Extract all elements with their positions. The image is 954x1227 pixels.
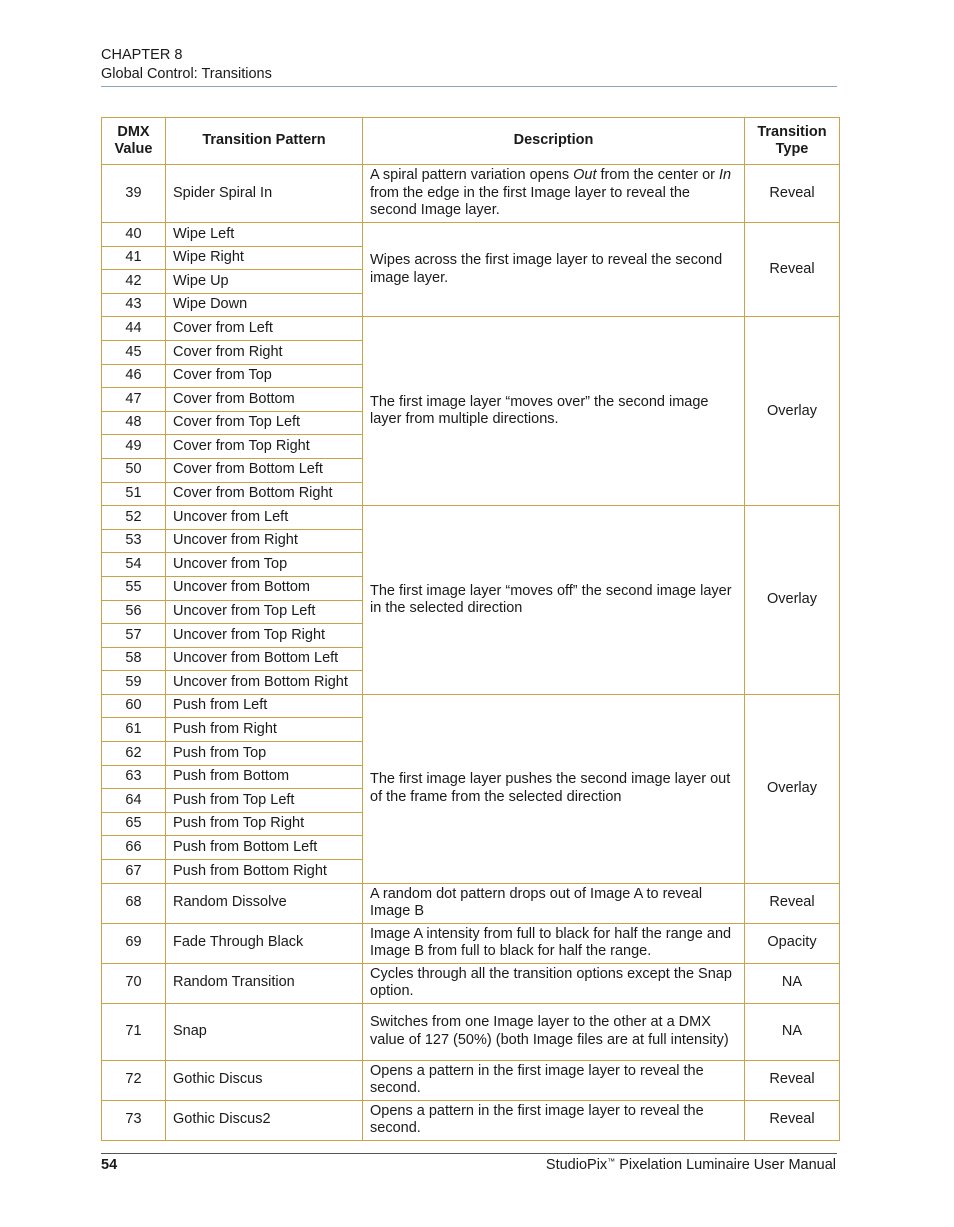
dmx-value-cell: 63 xyxy=(102,765,166,789)
dmx-value-cell: 70 xyxy=(102,963,166,1003)
transition-pattern-cell: Wipe Up xyxy=(166,270,363,294)
dmx-value-cell: 40 xyxy=(102,223,166,247)
dmx-value-cell: 52 xyxy=(102,506,166,530)
transition-pattern-cell: Cover from Bottom Right xyxy=(166,482,363,506)
dmx-value-cell: 67 xyxy=(102,860,166,884)
transition-type-cell: Reveal xyxy=(745,223,840,317)
transition-type-cell: NA xyxy=(745,963,840,1003)
dmx-value-cell: 69 xyxy=(102,923,166,963)
column-header-transition-pattern: Transition Pattern xyxy=(166,118,363,165)
page-number: 54 xyxy=(101,1157,118,1173)
dmx-value-cell: 60 xyxy=(102,694,166,718)
description-cell: A spiral pattern variation opens Out from the center or In from the edge in the first Image layer to reveal the second Image layer. xyxy=(363,165,745,223)
dmx-value-cell: 65 xyxy=(102,812,166,836)
dmx-value-cell: 51 xyxy=(102,482,166,506)
dmx-value-cell: 41 xyxy=(102,246,166,270)
transition-pattern-cell: Cover from Top Left xyxy=(166,411,363,435)
transition-pattern-cell: Push from Bottom Right xyxy=(166,860,363,884)
transition-pattern-cell: Uncover from Left xyxy=(166,506,363,530)
transition-pattern-cell: Push from Bottom xyxy=(166,765,363,789)
transition-type-cell: Overlay xyxy=(745,317,840,506)
transition-pattern-cell: Uncover from Top Right xyxy=(166,624,363,648)
manual-name: StudioPix xyxy=(545,1157,608,1173)
dmx-value-cell: 71 xyxy=(102,1003,166,1060)
transition-pattern-cell: Uncover from Top Left xyxy=(166,600,363,624)
transition-type-cell: Reveal xyxy=(745,883,840,923)
transition-pattern-cell: Push from Bottom Left xyxy=(166,836,363,860)
description-cell: Cycles through all the transition options except the Snap option. xyxy=(363,963,745,1003)
transition-pattern-cell: Wipe Down xyxy=(166,293,363,317)
table-row xyxy=(102,923,840,963)
dmx-value-cell: 50 xyxy=(102,458,166,482)
transition-pattern-cell: Uncover from Bottom Left xyxy=(166,647,363,671)
running-header xyxy=(101,46,272,84)
dmx-value-cell: 57 xyxy=(102,624,166,648)
transition-pattern-cell: Wipe Right xyxy=(166,246,363,270)
table-body xyxy=(102,165,840,1141)
transition-pattern-cell: Fade Through Black xyxy=(166,923,363,963)
description-cell: A random dot pattern drops out of Image A to reveal Image B xyxy=(363,883,745,923)
transitions-table xyxy=(101,117,840,1141)
column-header-dmx-value: DMX Value xyxy=(102,118,166,165)
transition-pattern-cell: Random Transition xyxy=(166,963,363,1003)
transition-pattern-cell: Cover from Bottom xyxy=(166,388,363,412)
column-header-description: Description xyxy=(363,118,745,165)
table-row xyxy=(102,317,840,341)
transition-type-cell: Reveal xyxy=(745,1060,840,1100)
transition-pattern-cell: Push from Top xyxy=(166,742,363,766)
dmx-value-cell: 56 xyxy=(102,600,166,624)
table-row xyxy=(102,694,840,718)
table-row xyxy=(102,883,840,923)
transition-pattern-cell: Uncover from Top xyxy=(166,553,363,577)
chapter-label: CHAPTER 8 xyxy=(101,47,183,63)
description-cell: Opens a pattern in the first image layer to reveal the second. xyxy=(363,1100,745,1140)
section-title: Global Control: Transitions xyxy=(101,66,272,82)
dmx-value-cell: 45 xyxy=(102,340,166,364)
dmx-value-cell: 44 xyxy=(102,317,166,341)
table-row xyxy=(102,223,840,247)
transition-pattern-cell: Uncover from Bottom Right xyxy=(166,671,363,695)
table-row xyxy=(102,1003,840,1060)
table-row xyxy=(102,1060,840,1100)
dmx-value-cell: 48 xyxy=(102,411,166,435)
table-header-row xyxy=(102,118,840,165)
dmx-value-cell: 47 xyxy=(102,388,166,412)
trademark-symbol: ™ xyxy=(607,1157,616,1166)
transition-pattern-cell: Snap xyxy=(166,1003,363,1060)
description-cell: Switches from one Image layer to the other at a DMX value of 127 (50%) (both Image files are at full intensity) xyxy=(363,1003,745,1060)
dmx-value-cell: 54 xyxy=(102,553,166,577)
transition-pattern-cell: Wipe Left xyxy=(166,223,363,247)
dmx-value-cell: 66 xyxy=(102,836,166,860)
footer-divider xyxy=(101,1153,837,1154)
description-cell: The first image layer pushes the second image layer out of the frame from the selected direction xyxy=(363,694,745,883)
manual-title xyxy=(546,1157,836,1173)
dmx-value-cell: 59 xyxy=(102,671,166,695)
description-cell: Opens a pattern in the first image layer to reveal the second. xyxy=(363,1060,745,1100)
transition-pattern-cell: Gothic Discus xyxy=(166,1060,363,1100)
table-row xyxy=(102,1100,840,1140)
transition-pattern-cell: Cover from Top Right xyxy=(166,435,363,459)
transition-pattern-cell: Uncover from Bottom xyxy=(166,576,363,600)
description-cell: Image A intensity from full to black for half the range and Image B from full to black for half the range. xyxy=(363,923,745,963)
transition-type-cell: Overlay xyxy=(745,506,840,695)
table-row xyxy=(102,963,840,1003)
transition-type-cell: NA xyxy=(745,1003,840,1060)
dmx-value-cell: 68 xyxy=(102,883,166,923)
dmx-value-cell: 64 xyxy=(102,789,166,813)
transition-type-cell: Overlay xyxy=(745,694,840,883)
transition-pattern-cell: Uncover from Right xyxy=(166,529,363,553)
transition-pattern-cell: Cover from Left xyxy=(166,317,363,341)
transition-type-cell: Reveal xyxy=(745,1100,840,1140)
dmx-value-cell: 39 xyxy=(102,165,166,223)
transition-pattern-cell: Push from Top Right xyxy=(166,812,363,836)
header-divider xyxy=(101,86,837,87)
transition-pattern-cell: Cover from Top xyxy=(166,364,363,388)
dmx-value-cell: 62 xyxy=(102,742,166,766)
table-row xyxy=(102,165,840,223)
column-header-transition-type: Transition Type xyxy=(745,118,840,165)
dmx-value-cell: 58 xyxy=(102,647,166,671)
dmx-value-cell: 61 xyxy=(102,718,166,742)
transition-pattern-cell: Gothic Discus2 xyxy=(166,1100,363,1140)
transition-pattern-cell: Cover from Bottom Left xyxy=(166,458,363,482)
manual-subtitle: Pixelation Luminaire User Manual xyxy=(615,1157,836,1173)
dmx-value-cell: 55 xyxy=(102,576,166,600)
table-row xyxy=(102,506,840,530)
dmx-value-cell: 49 xyxy=(102,435,166,459)
dmx-value-cell: 43 xyxy=(102,293,166,317)
transition-type-cell: Reveal xyxy=(745,165,840,223)
transition-pattern-cell: Push from Right xyxy=(166,718,363,742)
transition-pattern-cell: Cover from Right xyxy=(166,340,363,364)
transition-pattern-cell: Spider Spiral In xyxy=(166,165,363,223)
transition-pattern-cell: Random Dissolve xyxy=(166,883,363,923)
dmx-value-cell: 53 xyxy=(102,529,166,553)
dmx-value-cell: 46 xyxy=(102,364,166,388)
transition-pattern-cell: Push from Left xyxy=(166,694,363,718)
description-cell: The first image layer “moves over” the second image layer from multiple directions. xyxy=(363,317,745,506)
dmx-value-cell: 42 xyxy=(102,270,166,294)
description-cell: Wipes across the first image layer to reveal the second image layer. xyxy=(363,223,745,317)
transition-pattern-cell: Push from Top Left xyxy=(166,789,363,813)
transition-type-cell: Opacity xyxy=(745,923,840,963)
dmx-value-cell: 73 xyxy=(102,1100,166,1140)
dmx-value-cell: 72 xyxy=(102,1060,166,1100)
description-cell: The first image layer “moves off” the second image layer in the selected direction xyxy=(363,506,745,695)
